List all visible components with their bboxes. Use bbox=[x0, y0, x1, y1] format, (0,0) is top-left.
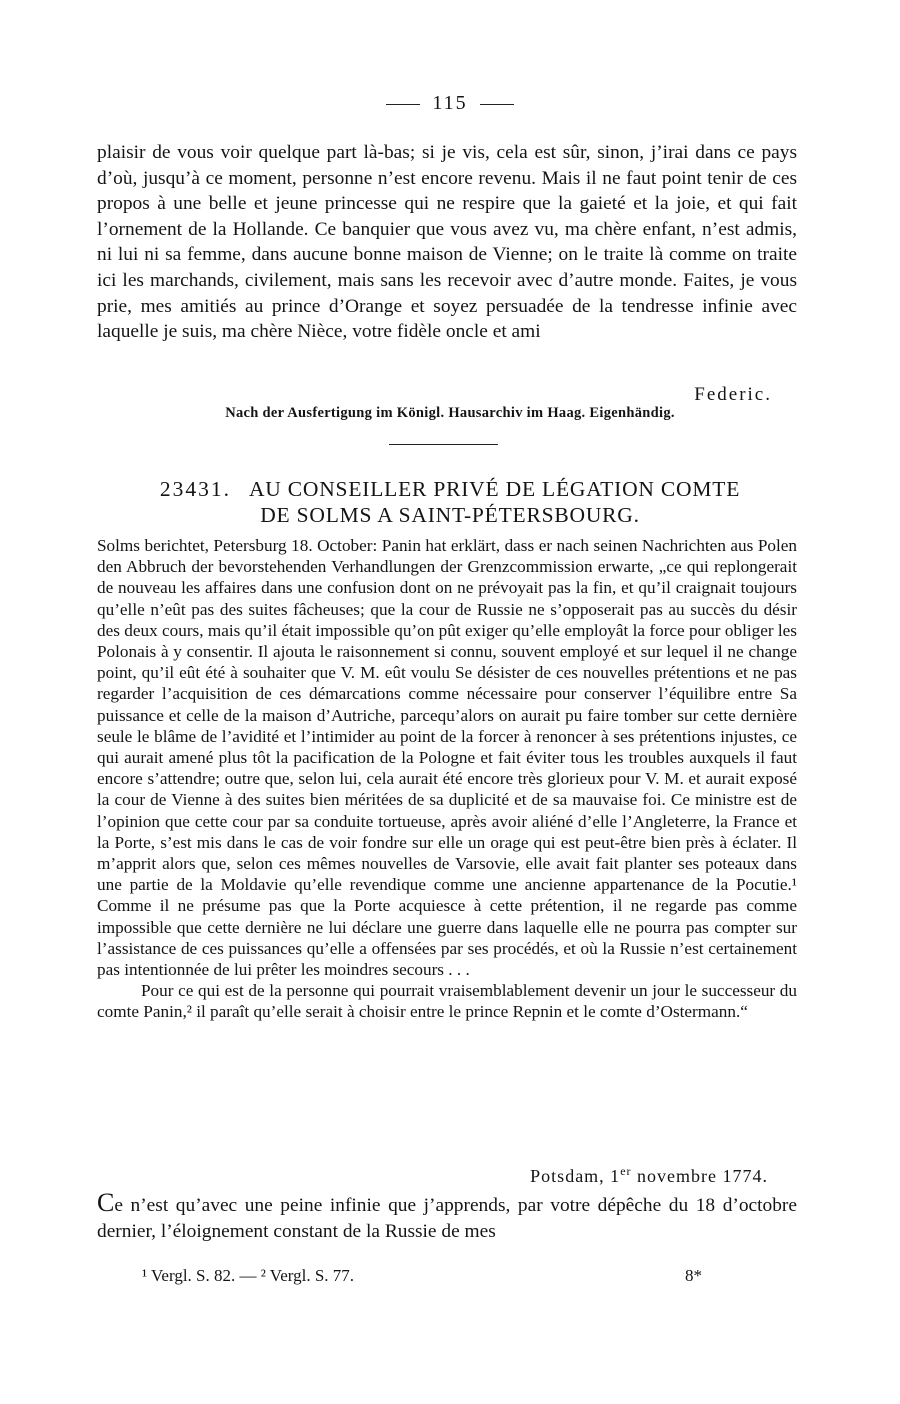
letter-continuation bbox=[97, 140, 797, 345]
signature-mark: 8* bbox=[685, 1266, 702, 1285]
source-note: Nach der Ausfertigung im Königl. Hausarchiv im Haag. Eigenhändig. bbox=[225, 405, 675, 421]
document-number: 23431. bbox=[159, 477, 231, 501]
page-number: 115 bbox=[432, 92, 468, 114]
footnote-references: ¹ Vergl. S. 82. — ² Vergl. S. 77. bbox=[142, 1266, 355, 1285]
drop-cap: C bbox=[97, 1188, 115, 1217]
report-summary bbox=[97, 535, 797, 1023]
letter-opening-text: e n’est qu’avec une peine infinie que j’apprends, par votre dépêche du 18 d’octobre dernier, l’éloignement constant de la Russie de mes bbox=[97, 1195, 797, 1242]
heading-line-1: AU CONSEILLER PRIVÉ DE LÉGATION COMTE bbox=[248, 477, 741, 501]
letter-opening bbox=[97, 1190, 797, 1244]
heading-line-2: DE SOLMS A SAINT-PÉTERSBOURG. bbox=[260, 503, 640, 527]
header-rule-right bbox=[480, 104, 514, 105]
letter-body bbox=[97, 1190, 797, 1244]
summary-paragraph-2: Pour ce qui est de la personne qui pourrait vraisemblablement devenir un jour le successeur du comte Panin,² il paraît qu’elle serait à choisir entre le prince Repnin et le comte d’Ostermann.“ bbox=[97, 981, 797, 1022]
header-rule-left bbox=[386, 104, 420, 105]
summary-paragraph-1: Solms berichtet, Petersburg 18. October: Panin hat erklärt, dass er nach seinen Nachrichten aus Polen den Abbruch der bevorstehenden Verhandlungen der Grenzcommission erwarte, „ce qui replongerait de nouveau les affaires dans une confusion dont on ne prévoyait pas la fin, et qu’il craignait toujours qu’elle n’eût pas des suites fâcheuses; que la cour de Russie ne s’opposerait pas au succès du désir des deux cours, mais qu’il était impossible qu’on pût exiger qu’elle employât la force pour obliger les Polonais à y consentir. Il ajouta le raisonnement si connu, souvent employé et sur lequel il ne change point, qu’il eût été à souhaiter que V. M. eût voulu Se désister de ces nouvelles prétentions et ne pas regarder l’acquisition de ces démarcations comme nécessaire pour conserver l’équilibre entre Sa puissance et celle de la maison d’Autriche, parcequ’alors on aurait pu faire tomber sur cette dernière seule le blâme de l’avidité et l’intimider au point de la forcer à renoncer à ses prétentions injustes, ce qui aurait amené plus tôt la pacification de la Pologne et fait éviter tous les troubles auxquels il faut encore s’attendre; outre que, selon lui, cela aurait été encore très glorieux pour V. M. et aurait exposé la cour de Vienne à des suites bien méritées de sa duplicité et de sa mauvaise foi. Ce ministre est de l’opinion que cette cour par sa conduite tortueuse, après avoir aliéné d’elle l’Angleterre, la France et la Porte, s’est mis dans le cas de voir fondre sur elle un orage qui est peut-être bien près à éclater. Il m’apprit alors que, selon ces mêmes nouvelles de Varsovie, elle avait fait planter ses poteaux dans une partie de la Moldavie qu’elle revendique comme une ancienne appartenance de la Pocutie.¹ Comme il ne présume pas que la Porte acquiesce à cette prétention, il ne regarde pas comme impossible que cette dernière ne lui déclare une guerre dans laquelle elle ne pourra pas compter sur l’assistance de ces puissances qu’elle a offensées par ses procédés, et où la Russie n’est certainement pas intentionnée de lui prêter les moindres secours . . . bbox=[97, 536, 797, 980]
dateline-date: novembre 1774. bbox=[631, 1166, 768, 1186]
signature: Federic. bbox=[694, 384, 772, 405]
footnotes bbox=[142, 1266, 702, 1286]
section-divider bbox=[389, 444, 498, 445]
page-header bbox=[0, 92, 900, 115]
dateline bbox=[530, 1164, 768, 1187]
letter-paragraph: plaisir de vous voir quelque part là-bas; si je vis, cela est sûr, sinon, j’irai dans ce pays d’où, jusqu’à ce moment, personne n’est encore revenu. Mais il ne faut point tenir de ces propos à une belle et jeune princesse qui ne respire que la gaieté et la joie, et qui fait l’ornement de la Hollande. Ce banquier que vous avez vu, ma chère enfant, n’est admis, ni lui ni sa femme, dans aucune bonne maison de Vienne; on le traite là comme on traite ici les marchands, civilement, mais sans les recevoir avec d’autre monde. Faites, je vous prie, mes amitiés au prince d’Orange et soyez persuadée de la tendresse infinie avec laquelle je suis, ma chère Nièce, votre fidèle oncle et ami bbox=[97, 142, 797, 343]
dateline-superscript: er bbox=[620, 1164, 632, 1178]
section-heading bbox=[0, 476, 900, 528]
dateline-place: Potsdam, 1 bbox=[530, 1166, 621, 1186]
